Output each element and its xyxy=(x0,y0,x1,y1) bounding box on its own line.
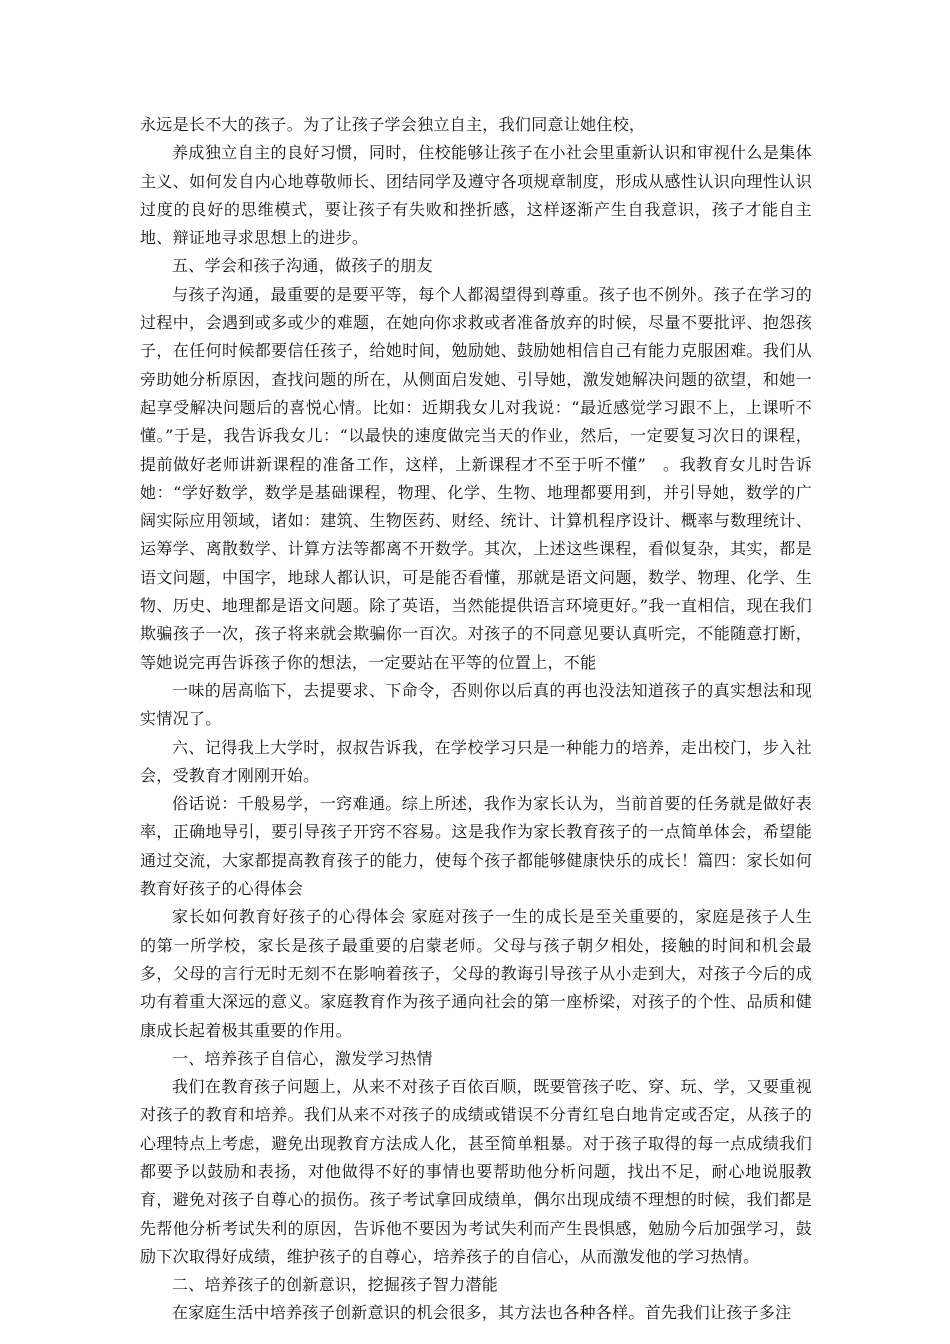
paragraph-communication-cont: 一味的居高临下，去提要求、下命令，否则你以后真的再也没法知道孩子的真实想法和现实情况了。 xyxy=(140,680,812,729)
paragraph-communication: 与孩子沟通，最重要的是要平等，每个人都渴望得到尊重。孩子也不例外。孩子在学习的过程中，会遇到或多或少的难题，在她向你求救或者准备放弃的时候，尽量不要批评、抱怨孩子，在任何时候都要信任孩子，给她时间，勉励她、鼓励她相信自己有能力克服困难。我们从旁助她分析原因，查找问题的所在，从侧面启发她、引导她，激发她解决问题的欲望，和她一起享受解决问题后的喜悦心情。比如：近期我女儿对我说：“最近感觉学习跟不上，上课听不懂。”于是，我告诉我女儿：“以最快的速度做完当天的作业，然后，一定要复习次日的课程，提前做好老师讲新课程的准备工作，这样，上新课程才不至于听不懂” 。我教育女儿时告诉她：“学好数学，数学是基础课程，物理、化学、生物、地理都要用到，并引导她，数学的广阔实际应用领域，诸如：建筑、生物医药、财经、统计、计算机程序设计、概率与数理统计、运筹学、离散数学、计算方法等都离不开数学。其次，上述这些课程，看似复杂，其实，都是语文问题，中国字，地球人都认识，可是能否看懂，那就是语文问题，数学、物理、化学、生物、历史、地理都是语文问题。除了英语，当然能提供语言环境更好。”我一直相信，现在我们欺骗孩子一次，孩子将来就会欺骗你一百次。对孩子的不同意见要认真听完，不能随意打断，等她说完再告诉孩子你的想法，一定要站在平等的位置上，不能 xyxy=(140,284,812,672)
section-heading-6: 六、记得我上大学时，叔叔告诉我，在学校学习只是一种能力的培养，走出校门，步入社会，受教育才刚刚开始。 xyxy=(140,737,812,785)
section-heading-1: 一、培养孩子自信心，激发学习热情 xyxy=(172,1048,433,1068)
paragraph-confidence: 我们在教育孩子问题上，从来不对孩子百依百顺，既要管孩子吃、穿、玩、学，又要重视对孩子的教育和培养。我们从来不对孩子的成绩或错误不分青红皂白地肯定或否定，从孩子的心理特点上考虑，避免出现教育方法成人化，甚至简单粗暴。对于孩子取得的每一点成绩我们都要予以鼓励和表扬，对他做得不好的事情也要帮助他分析问题，找出不足，耐心地说服教育，避免对孩子自尊心的损伤。孩子考试拿回成绩单，偶尔出现成绩不理想的时候，我们都是先帮他分析考试失利的原因，告诉他不要因为考试失利而产生畏惧感，勉励今后加强学习，鼓励下次取得好成绩，维护孩子的自尊心，培养孩子的自信心，从而激发他的学习热情。 xyxy=(140,1077,812,1266)
paragraph-summary: 俗话说：千般易学，一窍难通。综上所述，我作为家长认为，当前首要的任务就是做好表率，正确地导引，要引导孩子开窍不容易。这是我作为家长教育孩子的一点简单体会，希望能通过交流，大家都提高教育孩子的能力，使每个孩子都能够健康快乐的成长！篇四：家长如何教育好孩子的心得体会 xyxy=(140,794,812,899)
paragraph-continuation: 永远是长不大的孩子。为了让孩子学会独立自主，我们同意让她住校， xyxy=(140,115,646,134)
section-heading-5: 五、学会和孩子沟通，做孩子的朋友 xyxy=(172,256,433,276)
paragraph-family-education: 家长如何教育好孩子的心得体会 家庭对孩子一生的成长是至关重要的，家庭是孩子人生的第一所学校，家长是孩子最重要的启蒙老师。父母与孩子朝夕相处，接触的时间和机会最多，父母的言行无时无刻不在影响着孩子，父母的教诲引导孩子从小走到大，对孩子今后的成功有着重大深远的意义。家庭教育作为孩子通向社会的第一座桥梁，对孩子的个性、品质和健康成长起着极其重要的作用。 xyxy=(140,907,812,1040)
document-page xyxy=(140,111,812,1328)
paragraph-innovation: 在家庭生活中培养孩子创新意识的机会很多，其方法也各种各样。首先我们让孩子多注 xyxy=(172,1303,792,1323)
section-heading-2: 二、培养孩子的创新意识，挖掘孩子智力潜能 xyxy=(172,1275,499,1295)
paragraph-independence: 养成独立自主的良好习惯，同时，住校能够让孩子在小社会里重新认识和审视什么是集体主义、如何发自内心地尊敬师长、团结同学及遵守各项规章制度，形成从感性认识向理性认识过度的良好的思维模式，要让孩子有失败和挫折感，这样逐渐产生自我意识，孩子才能自主地、辩证地寻求思想上的进步。 xyxy=(140,143,812,248)
